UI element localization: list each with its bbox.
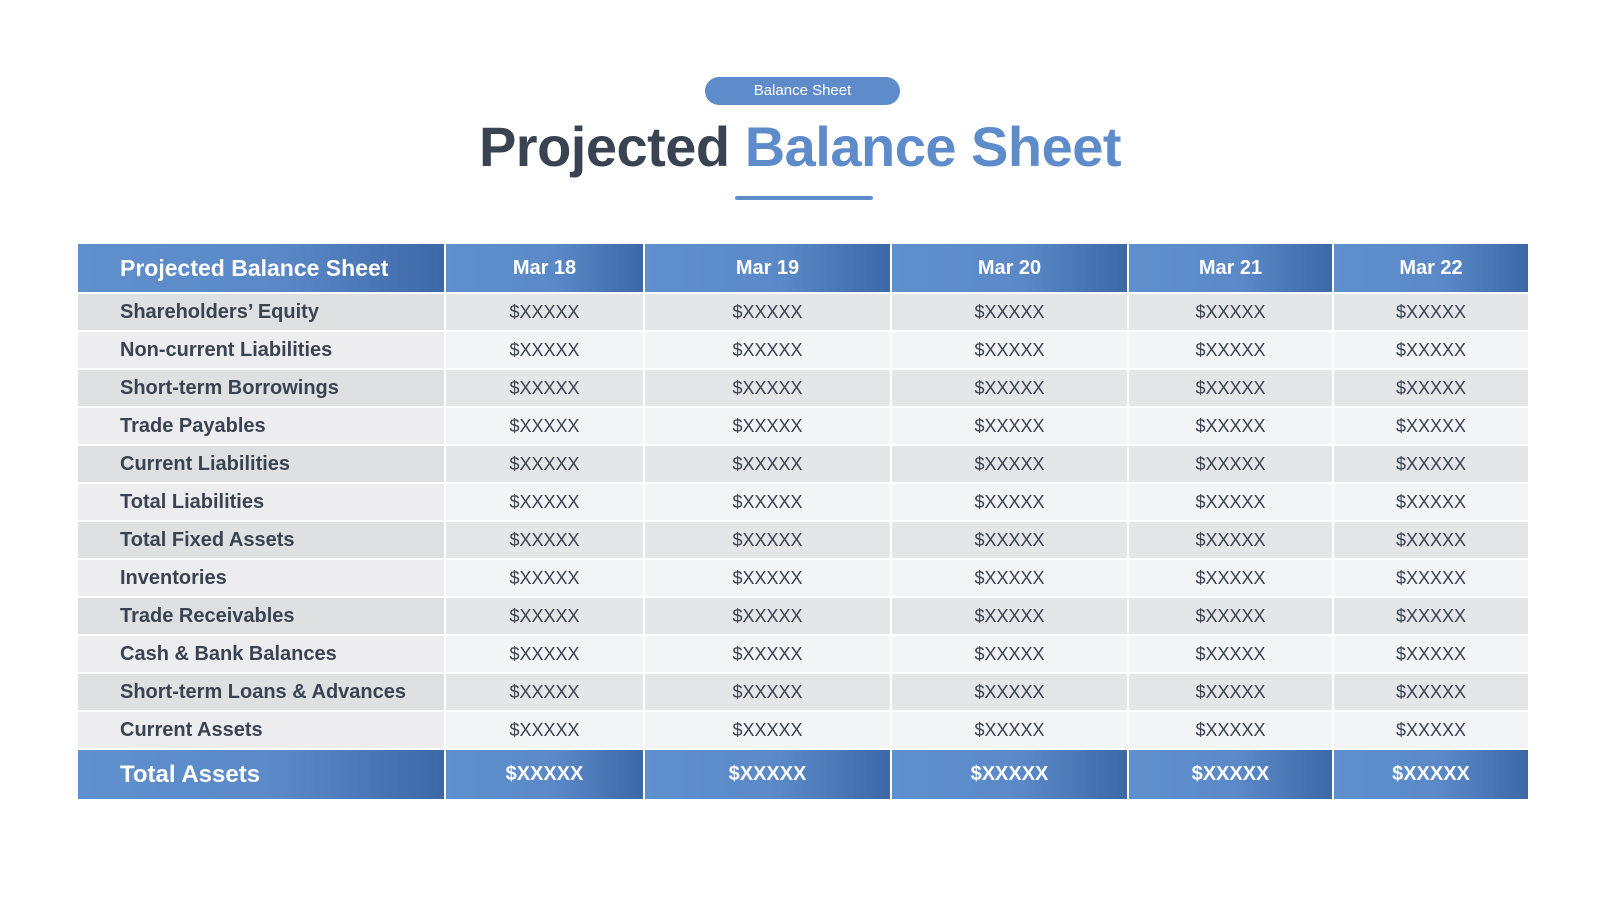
total-cell: $XXXXX	[644, 749, 891, 800]
value-cell: $XXXXX	[1333, 483, 1528, 521]
value-cell: $XXXXX	[644, 483, 891, 521]
value-cell: $XXXXX	[891, 597, 1128, 635]
table-row	[78, 407, 1528, 445]
value-cell: $XXXXX	[891, 711, 1128, 749]
value-cell: $XXXXX	[644, 369, 891, 407]
value-cell: $XXXXX	[1128, 369, 1333, 407]
value-cell: $XXXXX	[1333, 597, 1528, 635]
value-cell: $XXXXX	[891, 369, 1128, 407]
total-cell: $XXXXX	[445, 749, 644, 800]
row-label: Non-current Liabilities	[78, 331, 445, 369]
row-label: Trade Payables	[78, 407, 445, 445]
value-cell: $XXXXX	[891, 673, 1128, 711]
table-row	[78, 635, 1528, 673]
value-cell: $XXXXX	[445, 711, 644, 749]
header-period: Mar 20	[891, 244, 1128, 293]
header-period: Mar 22	[1333, 244, 1528, 293]
value-cell: $XXXXX	[891, 635, 1128, 673]
value-cell: $XXXXX	[445, 597, 644, 635]
value-cell: $XXXXX	[445, 521, 644, 559]
table-header-row	[78, 244, 1528, 293]
value-cell: $XXXXX	[1333, 293, 1528, 331]
value-cell: $XXXXX	[1333, 445, 1528, 483]
value-cell: $XXXXX	[445, 559, 644, 597]
page-title-accent: Balance Sheet	[744, 115, 1122, 178]
table-row	[78, 559, 1528, 597]
page-title-dark: Projected	[478, 115, 730, 178]
total-cell: $XXXXX	[1128, 749, 1333, 800]
value-cell: $XXXXX	[445, 369, 644, 407]
value-cell: $XXXXX	[644, 293, 891, 331]
value-cell: $XXXXX	[1128, 597, 1333, 635]
value-cell: $XXXXX	[1128, 635, 1333, 673]
value-cell: $XXXXX	[891, 483, 1128, 521]
table-body	[78, 293, 1528, 749]
row-label: Current Liabilities	[78, 445, 445, 483]
value-cell: $XXXXX	[644, 597, 891, 635]
row-label: Cash & Bank Balances	[78, 635, 445, 673]
row-label: Short-term Borrowings	[78, 369, 445, 407]
header-period: Mar 18	[445, 244, 644, 293]
value-cell: $XXXXX	[644, 559, 891, 597]
table-row	[78, 597, 1528, 635]
row-label: Current Assets	[78, 711, 445, 749]
value-cell: $XXXXX	[1128, 711, 1333, 749]
page-title	[0, 112, 1600, 182]
value-cell: $XXXXX	[644, 711, 891, 749]
value-cell: $XXXXX	[644, 673, 891, 711]
section-badge: Balance Sheet	[705, 77, 900, 105]
value-cell: $XXXXX	[1333, 407, 1528, 445]
value-cell: $XXXXX	[1128, 293, 1333, 331]
balance-sheet-table	[78, 244, 1528, 801]
value-cell: $XXXXX	[1333, 635, 1528, 673]
total-label: Total Assets	[78, 749, 445, 800]
value-cell: $XXXXX	[1128, 559, 1333, 597]
value-cell: $XXXXX	[644, 445, 891, 483]
value-cell: $XXXXX	[1128, 445, 1333, 483]
value-cell: $XXXXX	[1333, 673, 1528, 711]
total-row	[78, 749, 1528, 800]
title-underline	[735, 196, 873, 200]
row-label: Inventories	[78, 559, 445, 597]
value-cell: $XXXXX	[1333, 331, 1528, 369]
total-cell: $XXXXX	[1333, 749, 1528, 800]
table-row	[78, 521, 1528, 559]
value-cell: $XXXXX	[445, 293, 644, 331]
value-cell: $XXXXX	[1128, 521, 1333, 559]
value-cell: $XXXXX	[891, 407, 1128, 445]
value-cell: $XXXXX	[891, 293, 1128, 331]
value-cell: $XXXXX	[891, 445, 1128, 483]
value-cell: $XXXXX	[644, 407, 891, 445]
value-cell: $XXXXX	[1128, 483, 1333, 521]
value-cell: $XXXXX	[1333, 711, 1528, 749]
row-label: Total Fixed Assets	[78, 521, 445, 559]
value-cell: $XXXXX	[1333, 521, 1528, 559]
value-cell: $XXXXX	[445, 407, 644, 445]
header-label: Projected Balance Sheet	[78, 244, 445, 293]
value-cell: $XXXXX	[445, 483, 644, 521]
value-cell: $XXXXX	[1333, 369, 1528, 407]
value-cell: $XXXXX	[644, 331, 891, 369]
table-row	[78, 331, 1528, 369]
value-cell: $XXXXX	[891, 521, 1128, 559]
value-cell: $XXXXX	[1128, 331, 1333, 369]
row-label: Trade Receivables	[78, 597, 445, 635]
value-cell: $XXXXX	[644, 521, 891, 559]
row-label: Total Liabilities	[78, 483, 445, 521]
table-row	[78, 483, 1528, 521]
table-row	[78, 293, 1528, 331]
value-cell: $XXXXX	[445, 445, 644, 483]
value-cell: $XXXXX	[891, 559, 1128, 597]
header-period: Mar 19	[644, 244, 891, 293]
table-row	[78, 445, 1528, 483]
value-cell: $XXXXX	[445, 331, 644, 369]
value-cell: $XXXXX	[445, 635, 644, 673]
value-cell: $XXXXX	[891, 331, 1128, 369]
row-label: Short-term Loans & Advances	[78, 673, 445, 711]
table-row	[78, 673, 1528, 711]
value-cell: $XXXXX	[1128, 673, 1333, 711]
value-cell: $XXXXX	[644, 635, 891, 673]
value-cell: $XXXXX	[1333, 559, 1528, 597]
total-cell: $XXXXX	[891, 749, 1128, 800]
table-row	[78, 369, 1528, 407]
value-cell: $XXXXX	[445, 673, 644, 711]
header-period: Mar 21	[1128, 244, 1333, 293]
value-cell: $XXXXX	[1128, 407, 1333, 445]
table-row	[78, 711, 1528, 749]
row-label: Shareholders’ Equity	[78, 293, 445, 331]
